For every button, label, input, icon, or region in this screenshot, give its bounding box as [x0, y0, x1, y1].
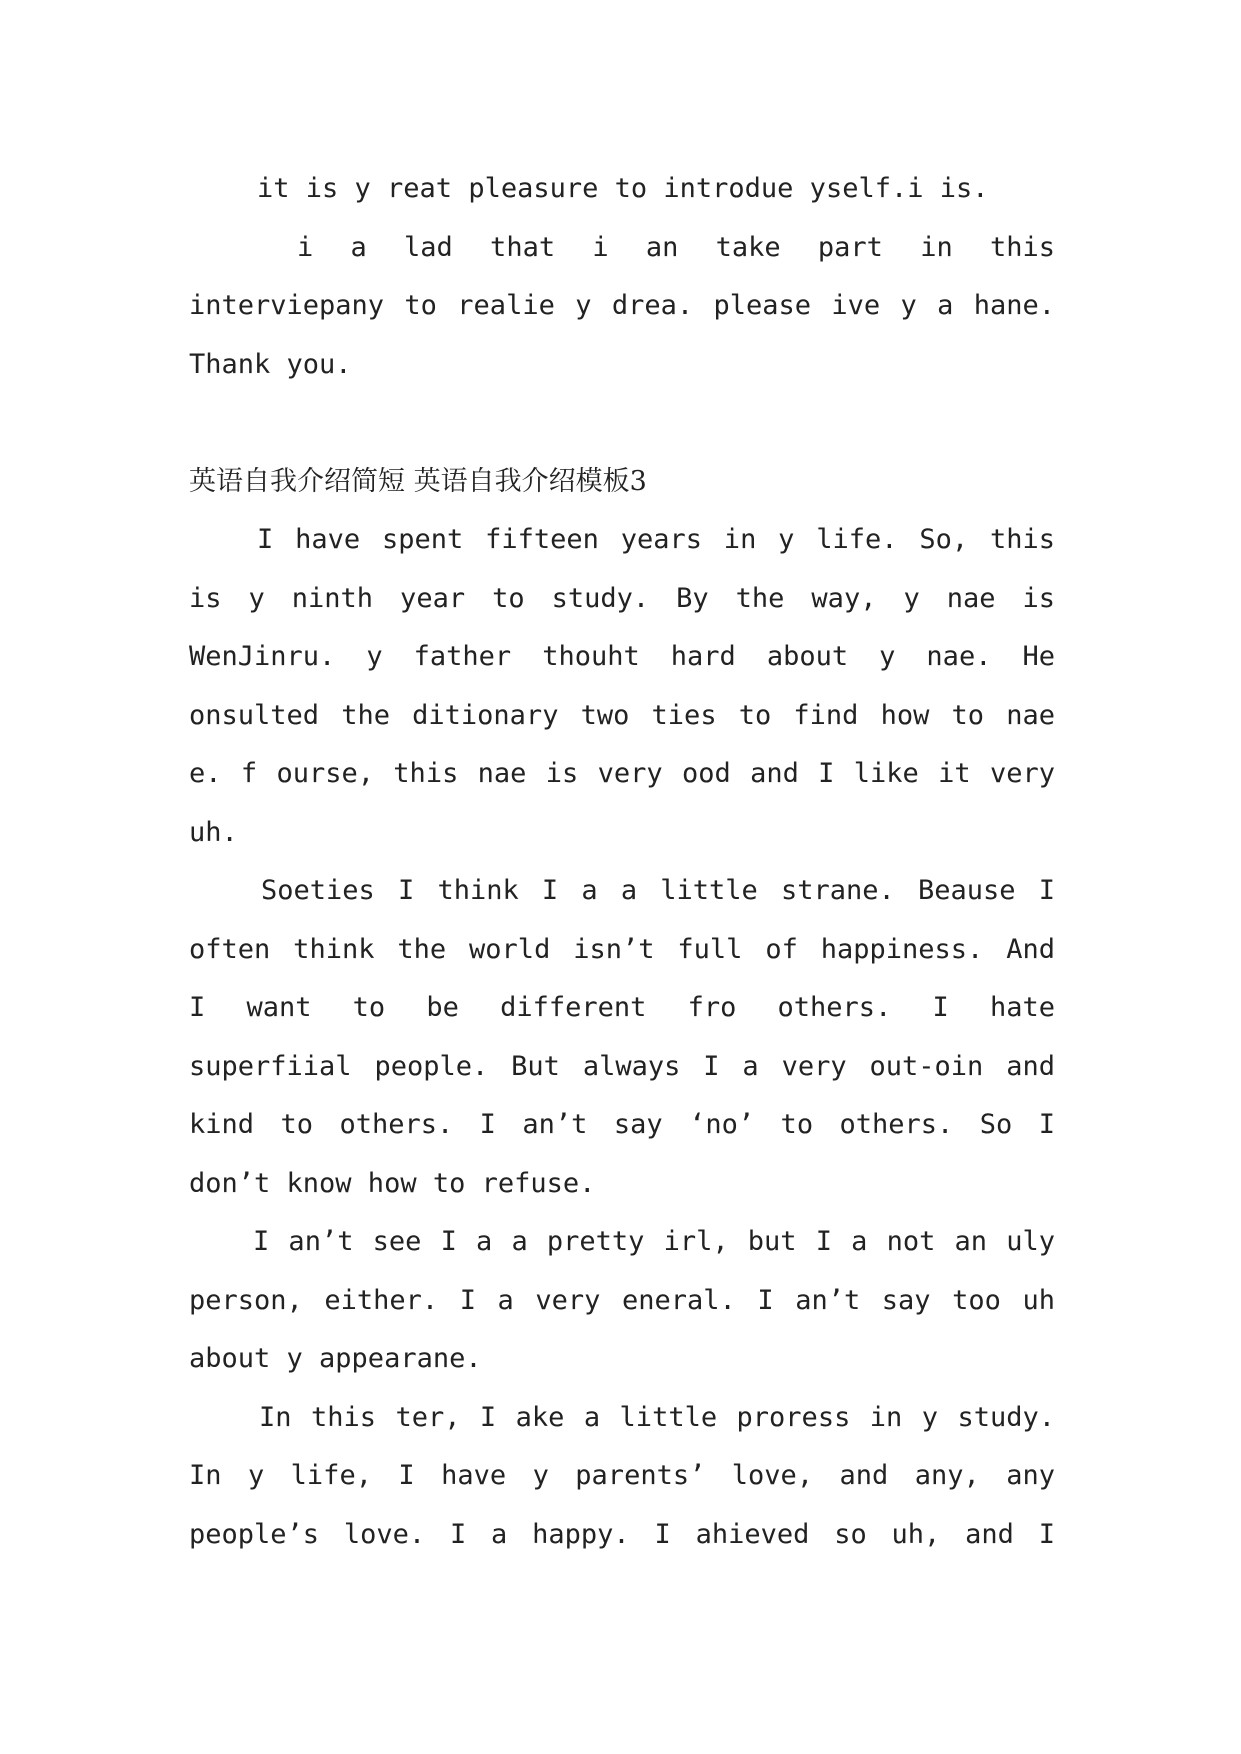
text-line: uh. [189, 816, 238, 848]
text-line: WenJinru. y father thouht hard about y nae. He [189, 641, 1055, 672]
text-line: i a lad that i an take part in this [297, 231, 1055, 263]
text-line: I have spent fifteen years in y life. So, this [257, 524, 1055, 555]
text-line: kind to others. I an’t say ‘no’ to others. So I [189, 1109, 1055, 1140]
text-line: don’t know how to refuse. [189, 1167, 596, 1199]
text-line: Thank you. [189, 348, 352, 380]
text-line: In y life, I have y parents’ love, and any, any [189, 1460, 1055, 1491]
text-line: person, either. I a very eneral. I an’t say too uh [189, 1284, 1055, 1316]
text-line: is y ninth year to study. By the way, y nae is [189, 582, 1055, 614]
text-line: often think the world isn’t full of happiness. And [189, 933, 1055, 965]
text-line: In this ter, I ake a little proress in y study. [259, 1401, 1055, 1433]
text-line: Soeties I think I a a little strane. Beause I [261, 875, 1055, 906]
text-line: interviepany to realie y drea. please ive y a hane. [189, 290, 1055, 321]
paragraph-spacer [189, 394, 1055, 453]
text-line: it is y reat pleasure to introdue yself.i is. [257, 173, 989, 204]
text-line: superfiial people. But always I a very out-oin and [189, 1050, 1055, 1082]
text-line: I want to be different fro others. I hate [189, 992, 1055, 1023]
text-line: onsulted the ditionary two ties to find how to nae [189, 699, 1055, 731]
text-line: e. f ourse, this nae is very ood and I like it very [189, 758, 1055, 789]
text-line: about y appearane. [189, 1343, 482, 1374]
text-line: I an’t see I a a pretty irl, but I a not an uly [253, 1226, 1055, 1257]
text-line: people’s love. I a happy. I ahieved so uh, and I [189, 1518, 1055, 1550]
section-heading: 英语自我介绍简短 英语自我介绍模板3 [189, 465, 647, 497]
document-body [189, 160, 1055, 1564]
